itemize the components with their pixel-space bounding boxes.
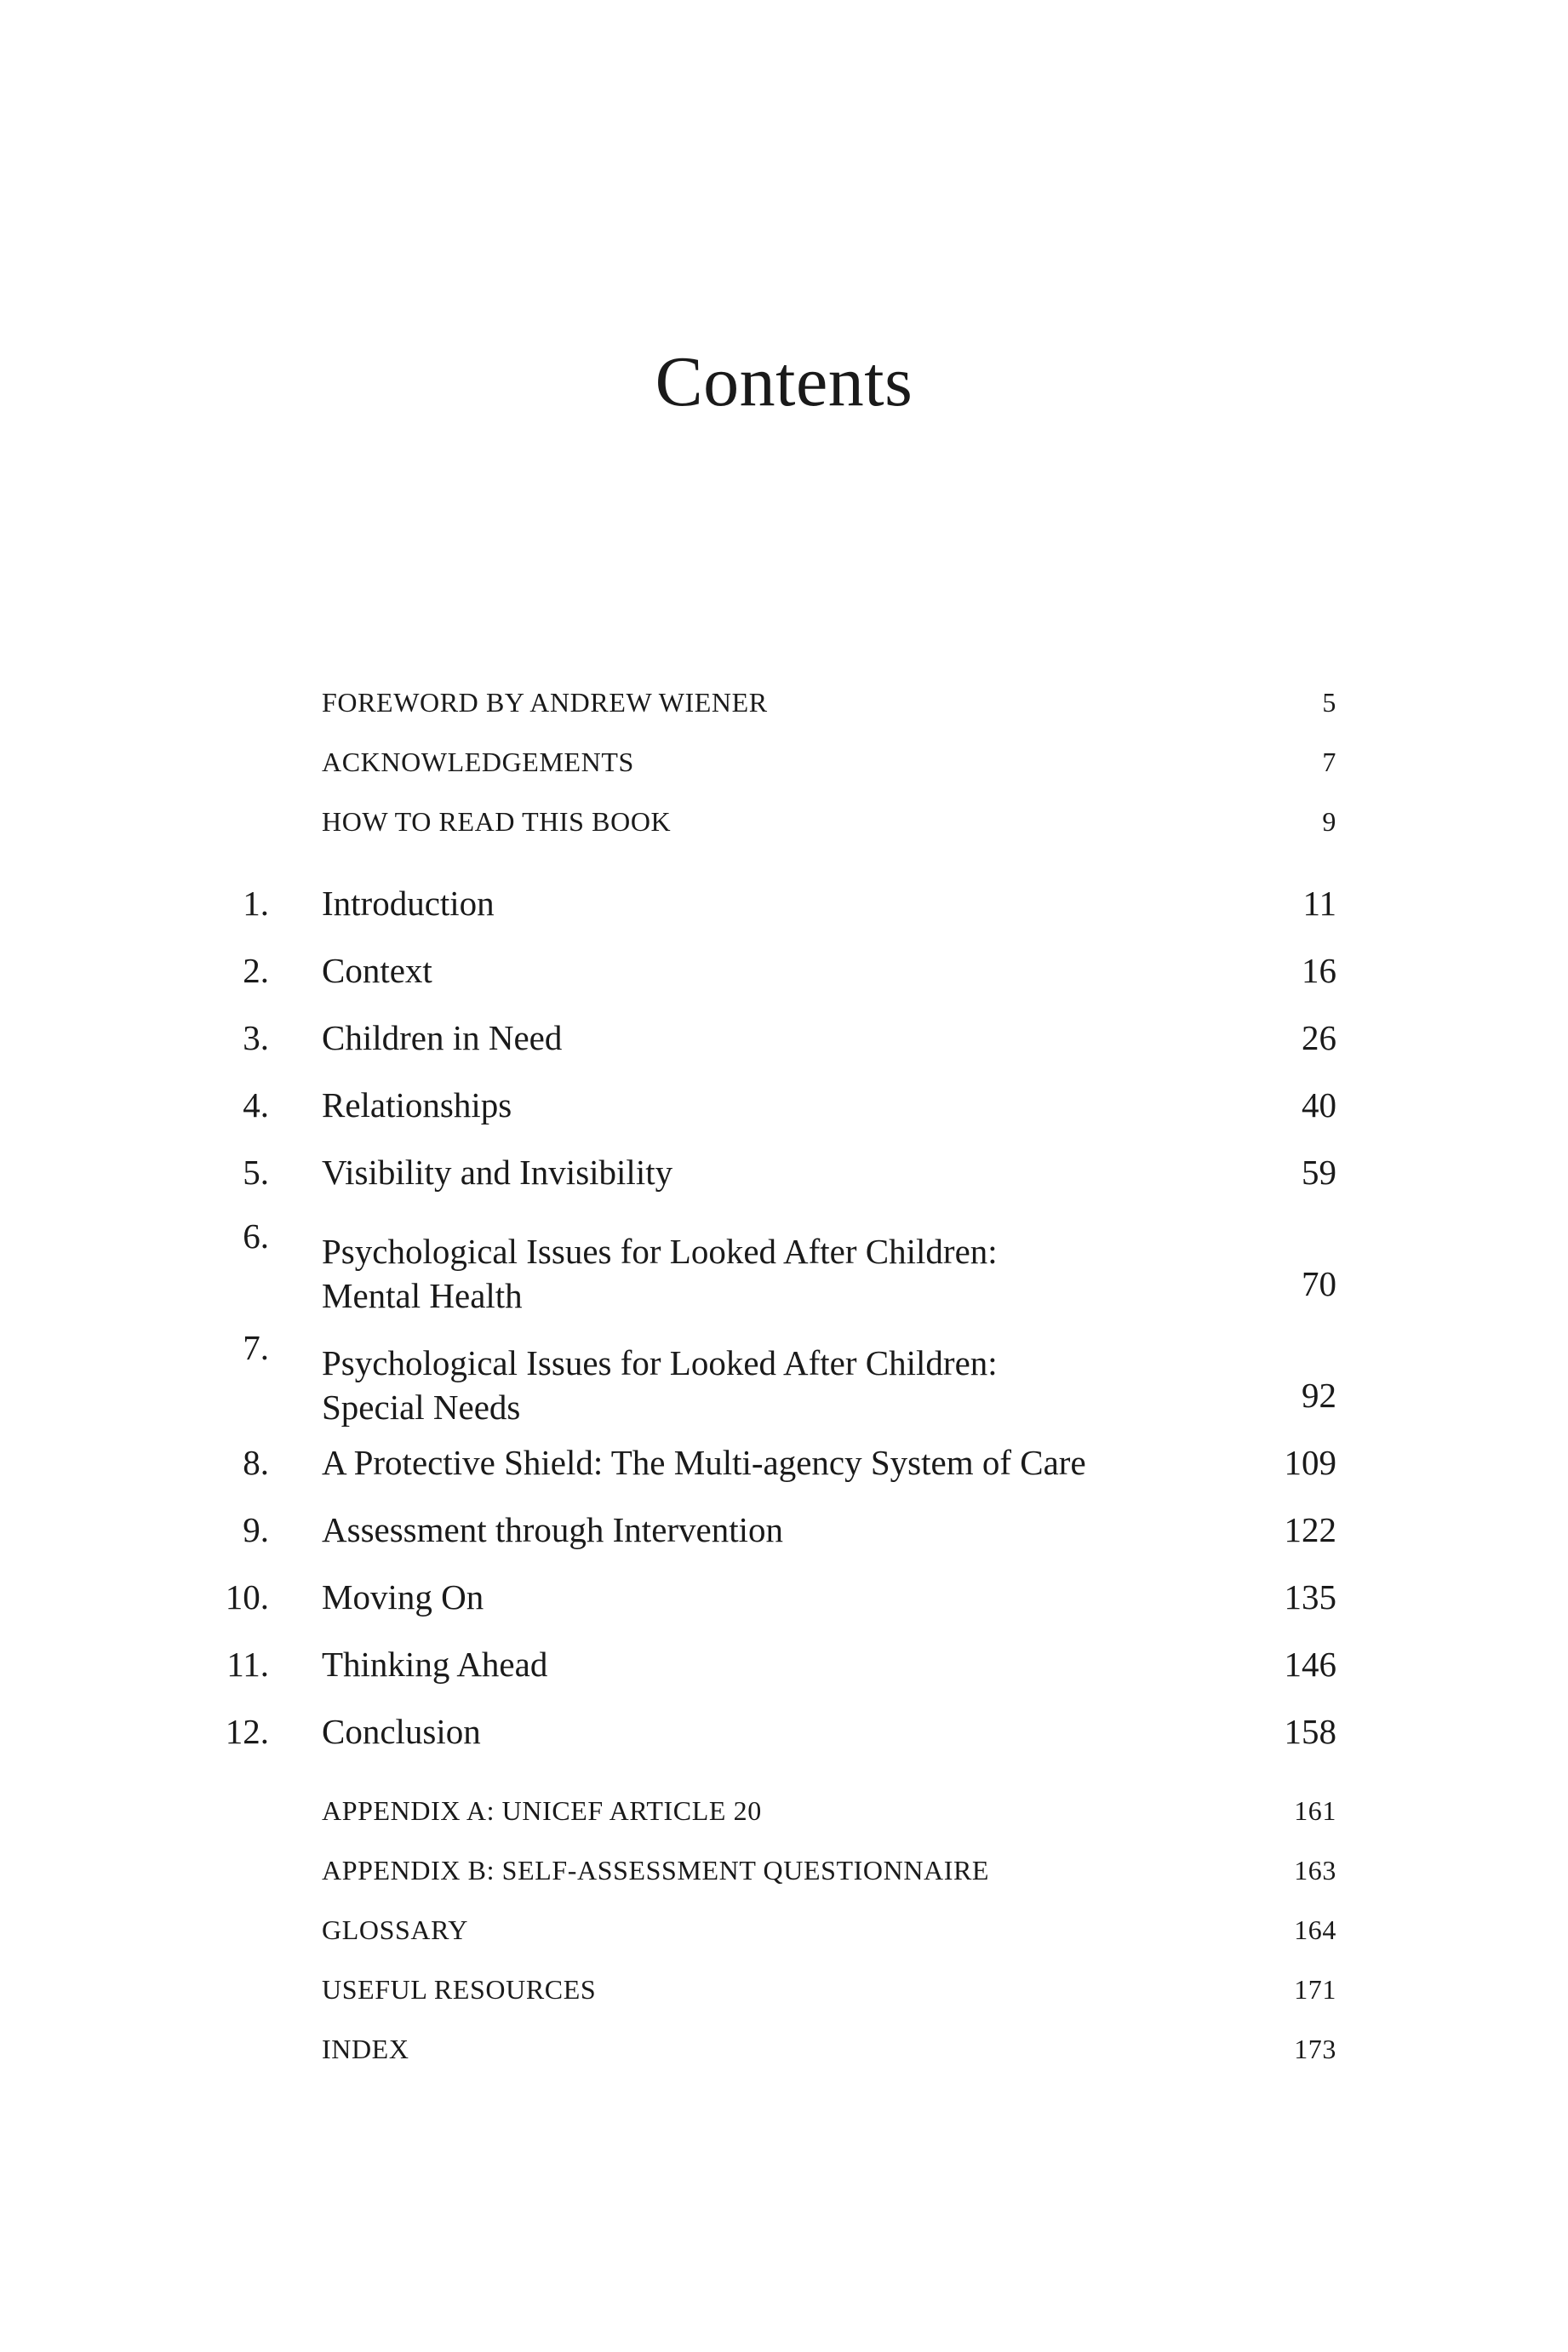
chapter-title: Introduction xyxy=(322,884,495,923)
chapter-page: 92 xyxy=(1302,1376,1336,1415)
toc-entry-label: ACKNOWLEDGEMENTS xyxy=(322,747,634,777)
chapter-number: 4. xyxy=(243,1085,269,1124)
chapter-number: 6. xyxy=(243,1216,269,1256)
chapter-title-line-1: Psychological Issues for Looked After Children: xyxy=(322,1232,998,1271)
toc-entry-acknowledgements[interactable] xyxy=(196,732,1336,792)
chapter-page: 26 xyxy=(1302,1018,1336,1057)
chapter-number: 2. xyxy=(243,951,269,990)
toc-chapter-2[interactable] xyxy=(196,937,1336,1004)
chapter-page: 59 xyxy=(1302,1153,1336,1192)
toc-chapter-7[interactable] xyxy=(196,1318,1336,1429)
chapter-title: Visibility and Invisibility xyxy=(322,1153,673,1192)
toc-entry-index[interactable] xyxy=(196,2019,1336,2079)
toc-entry-appendix-b[interactable] xyxy=(196,1840,1336,1900)
chapter-title: Relationships xyxy=(322,1085,512,1124)
toc-entry-foreword[interactable] xyxy=(196,672,1336,732)
table-of-contents xyxy=(196,672,1336,2079)
chapter-page: 109 xyxy=(1284,1443,1336,1482)
chapter-page: 70 xyxy=(1302,1264,1336,1303)
toc-entry-page: 5 xyxy=(1322,687,1336,718)
toc-chapter-3[interactable] xyxy=(196,1004,1336,1072)
toc-entry-page: 161 xyxy=(1294,1795,1336,1826)
toc-entry-label: HOW TO READ THIS BOOK xyxy=(322,806,672,837)
chapter-page: 122 xyxy=(1284,1510,1336,1549)
chapter-number: 11. xyxy=(226,1645,269,1684)
page-title: Contents xyxy=(655,342,913,421)
toc-chapter-8[interactable] xyxy=(196,1429,1336,1496)
chapter-number: 3. xyxy=(243,1018,269,1057)
chapter-title-line-2: Special Needs xyxy=(322,1388,521,1427)
toc-chapter-10[interactable] xyxy=(196,1564,1336,1631)
toc-chapter-9[interactable] xyxy=(196,1496,1336,1564)
toc-entry-label: APPENDIX A: UNICEF ARTICLE 20 xyxy=(322,1795,762,1826)
chapter-title: Conclusion xyxy=(322,1712,481,1751)
toc-entry-page: 173 xyxy=(1294,2034,1336,2064)
toc-chapter-4[interactable] xyxy=(196,1072,1336,1139)
toc-chapter-6[interactable] xyxy=(196,1206,1336,1318)
chapter-title-line-1: Psychological Issues for Looked After Children: xyxy=(322,1343,998,1382)
chapter-title-line-2: Mental Health xyxy=(322,1276,523,1315)
toc-chapter-11[interactable] xyxy=(196,1631,1336,1698)
chapter-title: A Protective Shield: The Multi-agency System of Care xyxy=(322,1443,1086,1482)
toc-entry-page: 171 xyxy=(1294,1974,1336,2005)
toc-entry-label: USEFUL RESOURCES xyxy=(322,1974,597,2005)
toc-entry-glossary[interactable] xyxy=(196,1900,1336,1960)
chapter-number: 10. xyxy=(225,1577,269,1617)
chapter-page: 146 xyxy=(1284,1645,1336,1684)
chapter-title: Context xyxy=(322,951,432,990)
toc-entry-page: 163 xyxy=(1294,1855,1336,1886)
chapter-number: 7. xyxy=(243,1328,269,1367)
toc-entry-page: 9 xyxy=(1322,806,1336,837)
chapter-title: Assessment through Intervention xyxy=(322,1510,784,1549)
toc-chapter-5[interactable] xyxy=(196,1139,1336,1206)
chapter-title: Thinking Ahead xyxy=(322,1645,548,1684)
chapter-number: 9. xyxy=(243,1510,269,1549)
chapter-number: 1. xyxy=(243,884,269,923)
chapter-number: 12. xyxy=(225,1712,269,1751)
chapter-page: 158 xyxy=(1284,1712,1336,1751)
chapter-title: Children in Need xyxy=(322,1018,563,1057)
toc-entry-label: GLOSSARY xyxy=(322,1914,468,1945)
chapter-page: 135 xyxy=(1284,1577,1336,1617)
toc-entry-label: APPENDIX B: SELF-ASSESSMENT QUESTIONNAIRE xyxy=(322,1855,990,1886)
chapter-page: 11 xyxy=(1302,884,1336,923)
toc-entry-label: FOREWORD BY ANDREW WIENER xyxy=(322,687,768,718)
chapter-page: 16 xyxy=(1302,951,1336,990)
toc-entry-appendix-a[interactable] xyxy=(196,1781,1336,1840)
chapter-page: 40 xyxy=(1302,1085,1336,1124)
chapter-number: 5. xyxy=(243,1153,269,1192)
toc-entry-useful-resources[interactable] xyxy=(196,1960,1336,2019)
toc-entry-how-to-read[interactable] xyxy=(196,792,1336,851)
chapter-title: Moving On xyxy=(322,1577,484,1617)
toc-chapter-12[interactable] xyxy=(196,1698,1336,1765)
chapter-number: 8. xyxy=(243,1443,269,1482)
toc-entry-page: 7 xyxy=(1322,747,1336,777)
toc-entry-label: INDEX xyxy=(322,2034,409,2064)
toc-entry-page: 164 xyxy=(1294,1914,1336,1945)
toc-chapter-1[interactable] xyxy=(196,870,1336,937)
